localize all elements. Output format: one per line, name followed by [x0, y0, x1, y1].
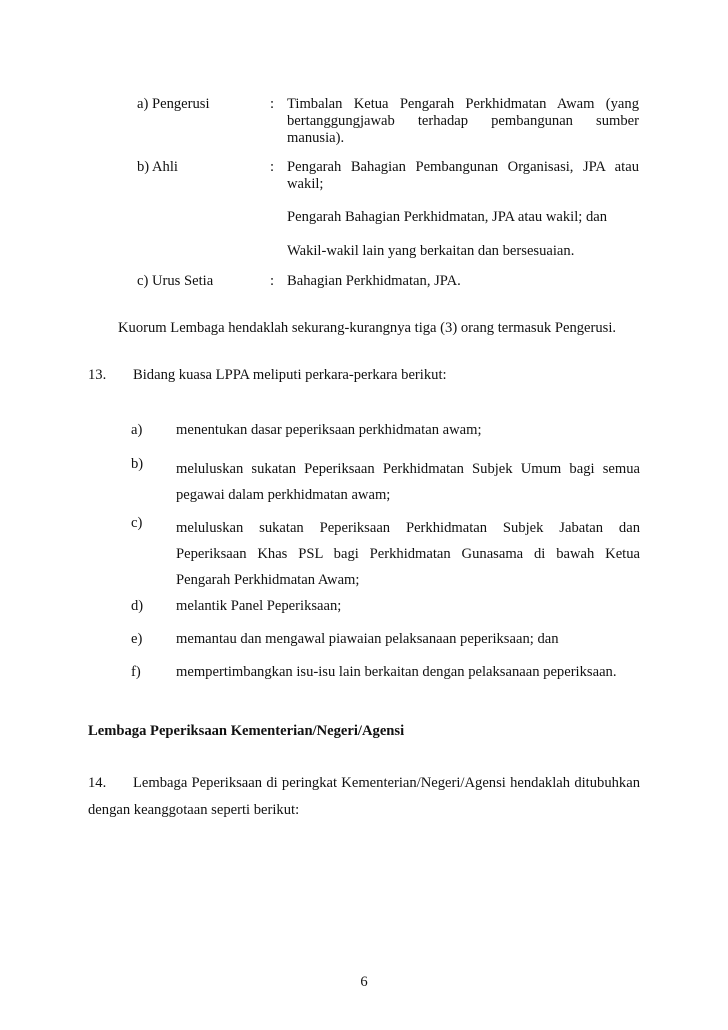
para14-number: 14. — [88, 775, 107, 791]
para13-intro: Bidang kuasa LPPA meliputi perkara-perkara berikut: — [133, 367, 447, 383]
para13-item-c-text: meluluskan sukatan Peperiksaan Perkhidmatan Subjek Jabatan dan Peperiksaan Khas PSL bagi Perkhidmatan Gunasama di bawah Ketua Pengarah Perkhidmatan Awam; — [176, 520, 640, 588]
para13-item-f-label: f) — [131, 664, 141, 680]
para13-item-e-text: memantau dan mengawal piawaian pelaksanaan peperiksaan; dan — [176, 631, 559, 647]
para13-item-d-label: d) — [131, 598, 144, 614]
para14-text: Lembaga Peperiksaan di peringkat Kementerian/Negeri/Agensi hendaklah ditubuhkan dengan keanggotaan seperti berikut: — [88, 775, 640, 818]
para13-item-a-text: menentukan dasar peperiksaan perkhidmatan awam; — [176, 422, 482, 438]
ahli-text-3: Wakil-wakil lain yang berkaitan dan bersesuaian. — [287, 243, 575, 259]
para13-item-e-label: e) — [131, 631, 143, 647]
urus-setia-text: Bahagian Perkhidmatan, JPA. — [287, 273, 461, 289]
ahli-text-2: Pengarah Bahagian Perkhidmatan, JPA atau wakil; dan — [287, 209, 608, 225]
urus-setia-colon: : — [270, 273, 275, 289]
page-number: 6 — [360, 974, 368, 990]
section-heading: Lembaga Peperiksaan Kementerian/Negeri/Agensi — [88, 723, 405, 739]
para13-item-b-text: meluluskan sukatan Peperiksaan Perkhidmatan Subjek Umum bagi semua pegawai dalam perkhidmatan awam; — [176, 461, 640, 503]
para13-item-b-label: b) — [131, 456, 144, 472]
ahli-colon: : — [270, 159, 275, 175]
ahli-label: b) Ahli — [137, 159, 178, 175]
ahli-text-1: Pengarah Bahagian Pembangunan Organisasi, JPA atau wakil; — [287, 159, 639, 192]
para13-item-f-text: mempertimbangkan isu-isu lain berkaitan dengan pelaksanaan peperiksaan. — [176, 664, 617, 680]
para13-item-a-label: a) — [131, 422, 143, 438]
pengerusi-colon: : — [270, 96, 275, 112]
pengerusi-text: Timbalan Ketua Pengarah Perkhidmatan Awam (yang bertanggungjawab terhadap pembangunan sumber manusia). — [287, 96, 639, 146]
quorum-text: Kuorum Lembaga hendaklah sekurang-kurangnya tiga (3) orang termasuk Pengerusi. — [118, 320, 617, 336]
para14-block — [88, 770, 640, 824]
para13-item-d-text: melantik Panel Peperiksaan; — [176, 598, 342, 614]
para13-item-c-label: c) — [131, 515, 143, 531]
urus-setia-label: c) Urus Setia — [137, 273, 214, 289]
pengerusi-label: a) Pengerusi — [137, 96, 210, 112]
para13-number: 13. — [88, 367, 107, 383]
